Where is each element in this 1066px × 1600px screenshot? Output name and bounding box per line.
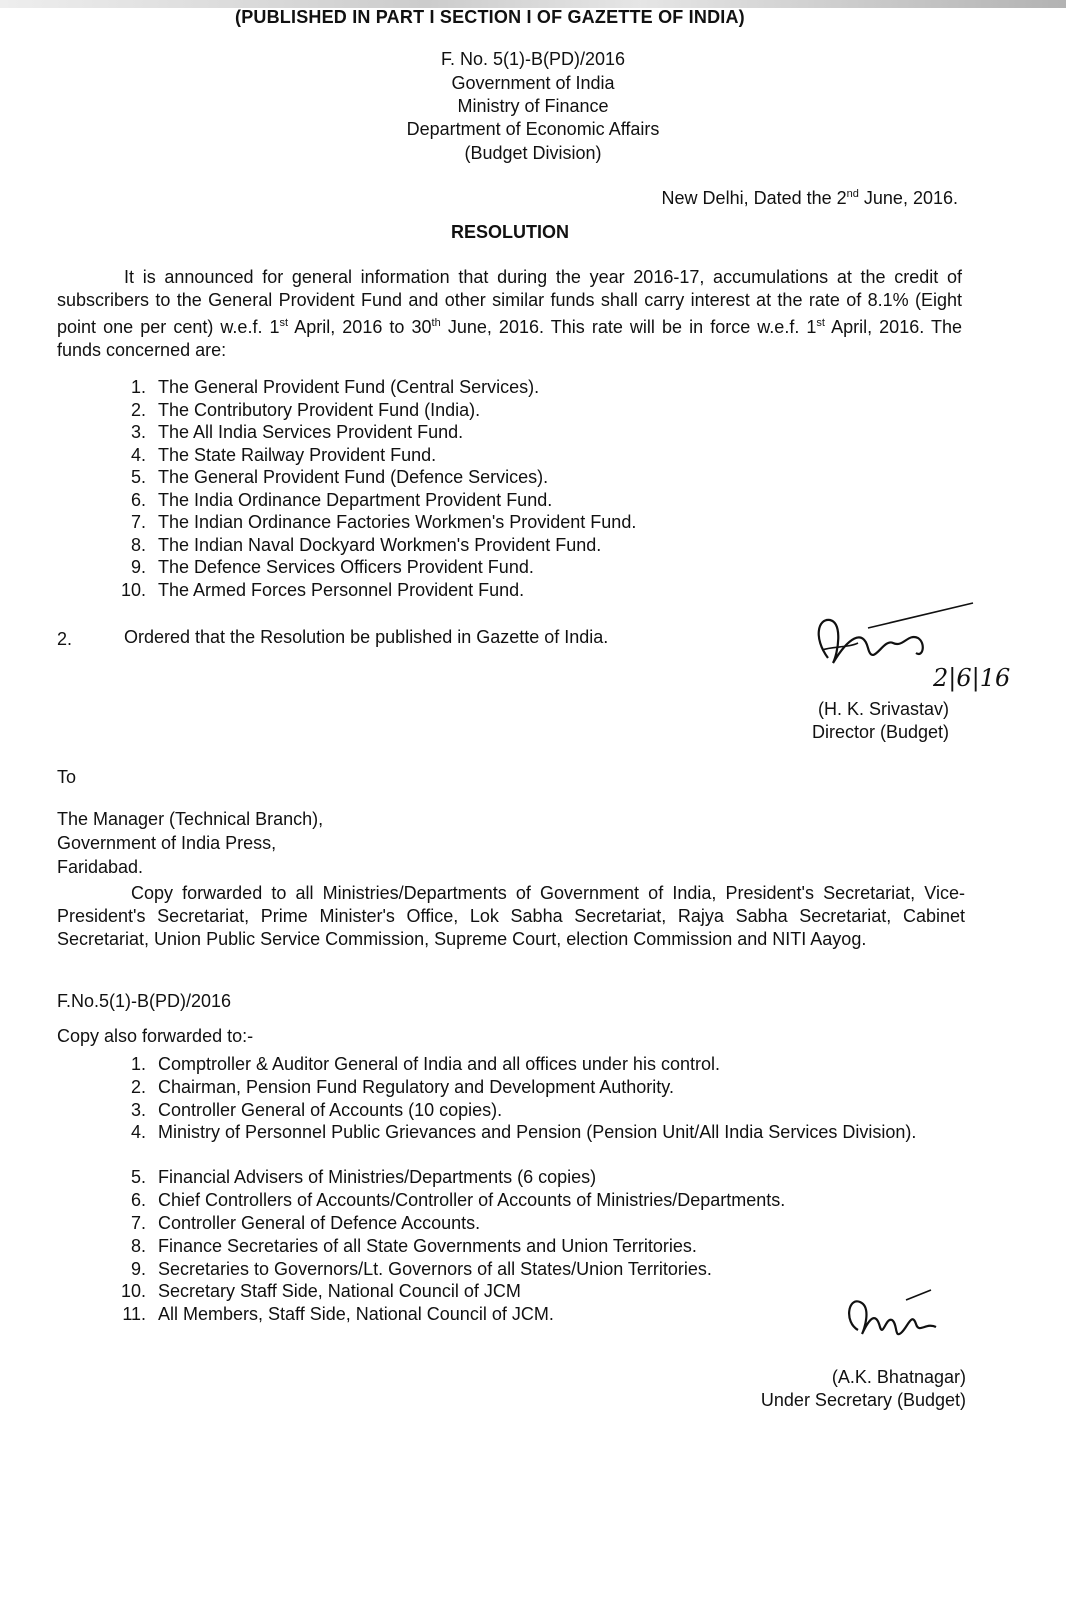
signatory-block-2 [740,1366,966,1412]
list-item [112,1189,967,1212]
list-item [112,466,636,489]
list-item-text: Controller General of Accounts (10 copies). [158,1099,503,1120]
list-item-text: Controller General of Defence Accounts. [158,1212,481,1233]
list-item-number: 5. [130,1167,146,1188]
division-name: (Budget Division) [464,143,602,163]
list-item-number: 2. [130,1076,146,1097]
file-number: F. No. 5(1)-B(PD)/2016 [440,49,626,69]
file-number-2: F.No.5(1)-B(PD)/2016 [57,991,232,1011]
list-item [112,421,636,444]
list-item-number: 7. [130,512,146,532]
copy-also-label: Copy also forwarded to:- [57,1026,254,1046]
list-item [112,1235,967,1258]
dated-line: New Delhi, Dated the 2nd June, 2016. [661,188,958,208]
ministry-name: Ministry of Finance [457,96,609,116]
list-item-text: Ministry of Personnel Public Grievances and Pension (Pension Unit/All India Services Division). [158,1122,917,1143]
signatory-1-name: (H. K. Srivastav) [818,699,950,719]
list-item-number: 3. [130,422,146,442]
list-item-number: 6. [130,489,146,510]
list-item [112,579,636,602]
signature-date: 2|6|16 [933,664,1011,692]
list-item-number: 9. [130,557,146,577]
list-item-text: Secretaries to Governors/Lt. Governors of all States/Union Territories. [158,1258,712,1279]
list-item [112,1053,967,1076]
list-item-number: 7. [130,1212,146,1233]
list-item-text: The State Railway Provident Fund. [158,444,437,465]
list-item [112,489,636,512]
list-item-number: 6. [130,1190,146,1211]
list-item [112,534,636,557]
list-item [112,1212,967,1235]
list-item-text: The Indian Naval Dockyard Workmen's Provident Fund. [158,534,602,555]
list-item-text: The General Provident Fund (Central Services). [158,377,540,397]
list-item-text: Finance Secretaries of all State Governments and Union Territories. [158,1235,697,1256]
list-item [112,444,636,467]
department-name: Department of Economic Affairs [406,119,660,139]
list-item-number: 5. [130,467,146,487]
order-number: 2. [57,629,73,649]
copy-forwarded-paragraph: Copy forwarded to all Ministries/Departments of Government of India, President's Secretariat, Vice-President's Secretariat, Prime Minister's Office, Lok Sabha Secretariat, Rajya Sabha Secretariat, Cabinet Secretariat, Union Public Service Commission, Supreme Court, election Commission and NITI Aayog. [57,883,965,949]
funds-list [112,376,636,601]
list-item-text: Chairman, Pension Fund Regulatory and Development Authority. [158,1076,674,1097]
list-item [112,399,636,422]
to-line-2: Government of India Press, [57,833,277,853]
list-item-text: Comptroller & Auditor General of India and all offices under his control. [158,1054,720,1074]
list-item-text: The General Provident Fund (Defence Services). [158,467,549,487]
list-item-number: 2. [130,399,146,420]
list-item [112,1166,967,1189]
to-line-3: Faridabad. [57,857,144,877]
list-item-number: 1. [130,1054,146,1074]
signature-srivastav [808,598,1028,693]
list-item [112,1258,967,1281]
list-item [112,511,636,534]
signature-bhatnagar [836,1282,956,1352]
signatory-2-name: (A.K. Bhatnagar) [831,1367,966,1387]
list-item-text: The India Ordinance Department Provident Fund. [158,489,553,510]
to-label: To [57,767,77,787]
resolution-title: RESOLUTION [450,222,569,242]
list-item-number: 4. [130,444,146,465]
list-item-number: 9. [130,1258,146,1279]
list-item-number: 8. [130,1235,146,1256]
list-item [112,1076,967,1099]
list-item-text: Financial Advisers of Ministries/Departments (6 copies) [158,1167,597,1188]
intro-paragraph: It is announced for general information that during the year 2016-17, accumulations at the credit of subscribers to the General Provident Fund and other similar funds shall carry interest at the rate of 8.1% (Eight point one per cent) w.e.f. 1st April, 2016 to 30th June, 2016. This rate will be in force w.e.f. 1st April, 2016. The funds concerned are: [57,267,962,360]
list-item-text: All Members, Staff Side, National Council of JCM. [158,1304,554,1325]
list-item-text: The All India Services Provident Fund. [158,422,464,442]
signatory-block-1 [812,698,950,744]
list-item-text: The Contributory Provident Fund (India). [158,399,481,420]
list-item-number: 11. [122,1304,146,1325]
list-item-text: Secretary Staff Side, National Council of JCM [158,1281,521,1302]
government-name: Government of India [451,73,615,93]
list-item [112,1121,967,1166]
list-item-number: 1. [130,377,146,397]
signatory-2-title: Under Secretary (Budget) [760,1390,966,1410]
list-item-number: 10. [120,1281,146,1302]
list-item [112,376,636,399]
list-item-text: The Armed Forces Personnel Provident Fund. [158,579,525,600]
signatory-1-title: Director (Budget) [812,722,950,742]
list-item-text: Chief Controllers of Accounts/Controller of Accounts of Ministries/Departments. [158,1190,786,1211]
list-item-number: 10. [120,579,146,600]
gazette-publication-note: (PUBLISHED IN PART I SECTION I OF GAZETTE OF INDIA) [235,7,745,27]
list-item-text: The Defence Services Officers Provident Fund. [158,557,534,577]
to-line-1: The Manager (Technical Branch), [57,809,324,829]
list-item [112,1099,967,1122]
list-item-number: 3. [130,1099,146,1120]
list-item-text: The Indian Ordinance Factories Workmen's Provident Fund. [158,512,637,532]
order-text: Ordered that the Resolution be published in Gazette of India. [124,627,609,647]
list-item-number: 8. [130,534,146,555]
list-item-number: 4. [130,1122,146,1143]
list-item [112,556,636,579]
